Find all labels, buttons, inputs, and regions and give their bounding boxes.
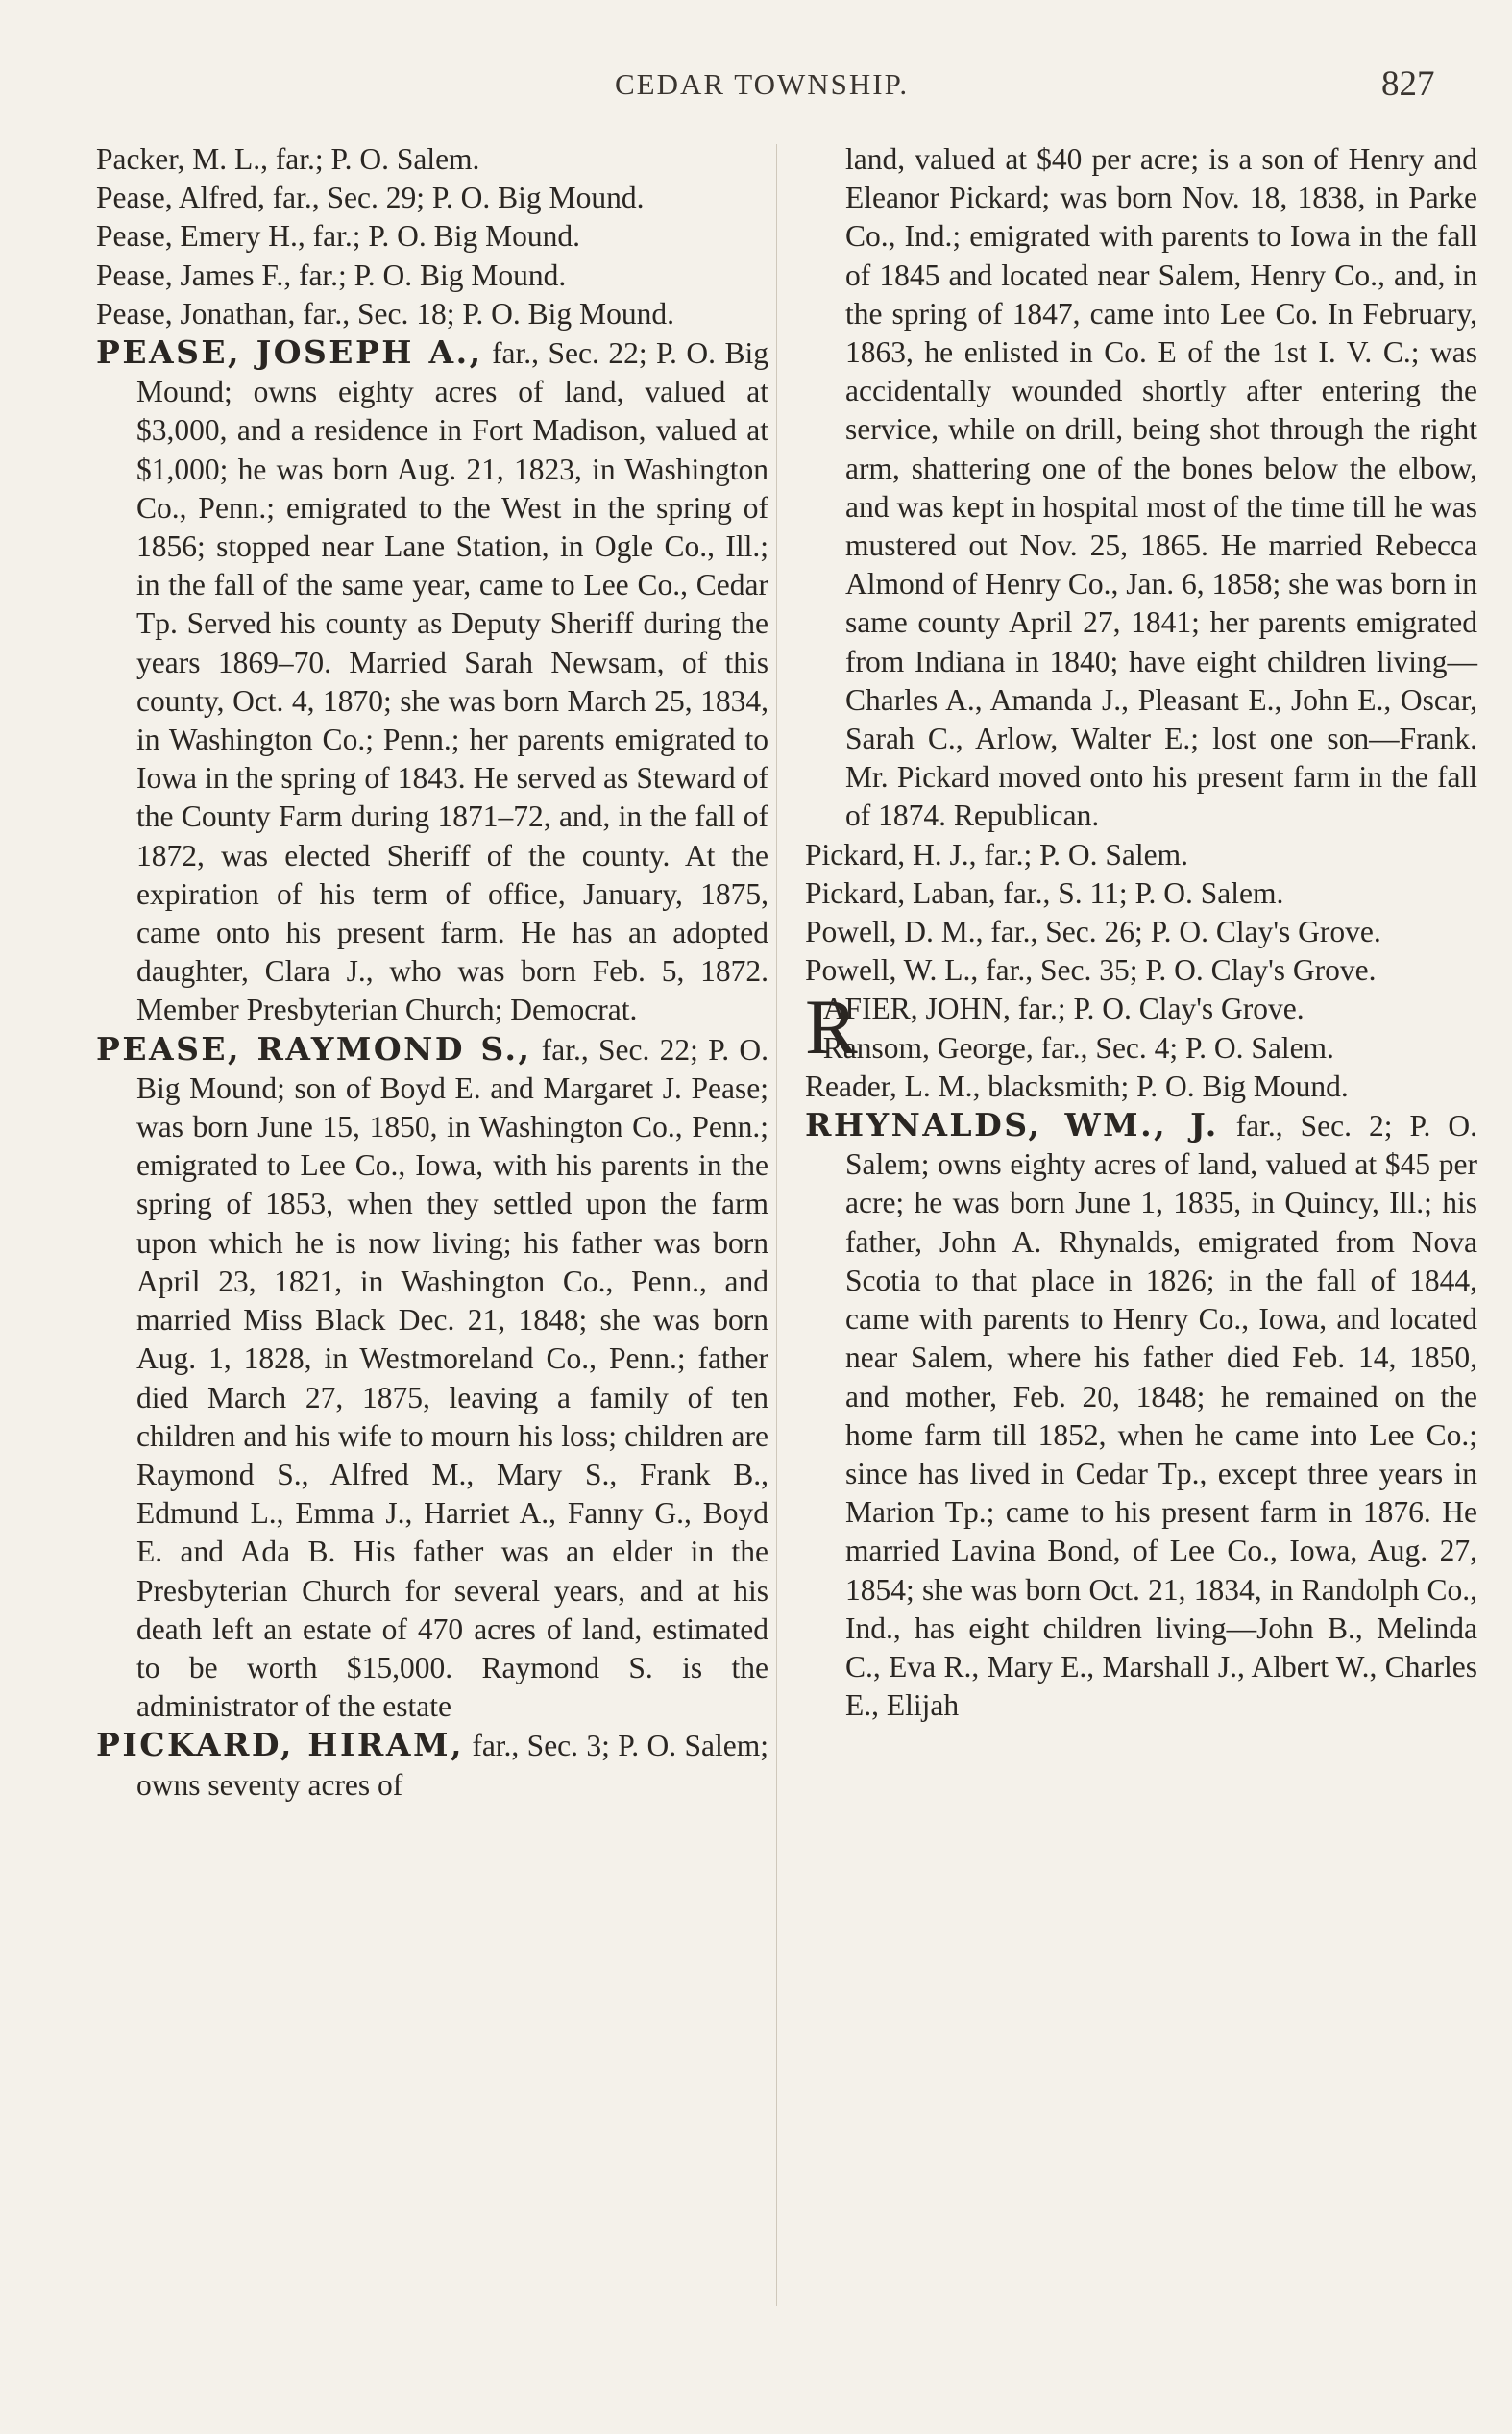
drop-cap: R xyxy=(805,983,858,1071)
biography-continuation: land, valued at $40 per acre; is a son of Henry and Eleanor Pickard; was born Nov. 18, 1838, in Parke Co., Ind.; emigrated with parents to Iowa in the fall of 1845 and located near Salem, Henry Co., and, in the spring of 1847, came into Lee Co. In February, 1863, he enlisted in Co. E of the 1st I. V. C.; was accidentally wounded shortly after entering the service, while on drill, being shot through the right arm, shattering one of the bones below the elbow, and was kept in hospital most of the time till he was mustered out Nov. 25, 1865. He married Rebecca Almond of Henry Co., Jan. 6, 1858; she was born in same county April 27, 1841; her parents emigrated from Indiana in 1840; have eight children living—Charles A., Amanda J., Pleasant E., John E., Oscar, Sarah C., Arlow, Walter E.; lost one son—Frank. Mr. Pickard moved onto his present farm in the fall of 1874. Republican. xyxy=(845,142,1477,833)
directory-entry: Powell, D. M., far., Sec. 26; P. O. Clay's Grove. xyxy=(805,915,1381,949)
directory-entry: Ransom, George, far., Sec. 4; P. O. Salem. xyxy=(822,1030,1334,1065)
biography-entry: PEASE, RAYMOND S., far., Sec. 22; P. O. Big Mound; son of Boyd E. and Margaret J. Pease; was born June 15, 1850, in Washington Co., Penn.; emigrated to Lee Co., Iowa, with his parents in the spring of 1853, when they settled upon the farm upon which he is now living; his father was born April 23, 1821, in Washington Co., Penn., and married Miss Black Dec. 21, 1848; she was born Aug. 1, 1828, in Westmoreland Co., Penn.; father died March 27, 1875, leaving a family of ten children and his wife to mourn his loss; children are Raymond S., Alfred M., Mary S., Frank B., Edmund L., Emma J., Harriet A., Fanny G., Boyd E. and Ada B. His father was an elder in the Presbyterian Church for several years, and at his death left an estate of 470 acres of land, estimated to be worth $15,000. Raymond S. is the administrator of the estate xyxy=(96,1029,769,1724)
right-column xyxy=(805,140,1477,1725)
directory-entry: Pickard, Laban, far., S. 11; P. O. Salem. xyxy=(805,875,1284,910)
directory-entry: Pease, James F., far.; P. O. Big Mound. xyxy=(96,258,567,292)
biography-name: RHYNALDS, WM., J. xyxy=(805,1106,1219,1144)
biography-name: PICKARD, HIRAM, xyxy=(96,1726,464,1764)
biography-name: PEASE, JOSEPH A., xyxy=(96,333,483,372)
directory-entry: Powell, W. L., far., Sec. 35; P. O. Clay's Grove. xyxy=(805,953,1377,988)
biography-entry: PEASE, JOSEPH A., far., Sec. 22; P. O. Big Mound; owns eighty acres of land, valued at $3,000, and a residence in Fort Madison, valued at $1,000; he was born Aug. 21, 1823, in Washington Co., Penn.; emigrated to the West in the spring of 1856; stopped near Lane Station, in Ogle Co., Ill.; in the fall of the same year, came to Lee Co., Cedar Tp. Served his county as Deputy Sheriff during the years 1869–70. Married Sarah Newsam, of this county, Oct. 4, 1870; she was born March 25, 1834, in Washington Co.; Penn.; her parents emigrated to Iowa in the spring of 1843. He served as Steward of the County Farm during 1871–72, and, in the fall of 1872, was elected Sheriff of the county. At the expiration of his term of office, January, 1875, came onto his present farm. He has an adopted daughter, Clara J., who was born Feb. 5, 1872. Member Presbyterian Church; Democrat. xyxy=(96,333,768,1027)
directory-entry: Pease, Emery H., far.; P. O. Big Mound. xyxy=(96,219,580,254)
directory-entry: Packer, M. L., far.; P. O. Salem. xyxy=(96,142,480,176)
biography-entry: PICKARD, HIRAM, far., Sec. 3; P. O. Salem; owns seventy acres of xyxy=(96,1726,768,1802)
directory-entry: Pease, Alfred, far., Sec. 29; P. O. Big Mound. xyxy=(96,181,645,215)
directory-entry: Reader, L. M., blacksmith; P. O. Big Mound. xyxy=(805,1069,1349,1103)
biography-entry: RHYNALDS, WM., J. far., Sec. 2; P. O. Salem; owns eighty acres of land, valued at $45 per acre; he was born June 1, 1835, in Quincy, Ill.; his father, John A. Rhynalds, emigrated from Nova Scotia to that place in 1826; in the fall of 1844, came with parents to Henry Co., Iowa, and located near Salem, where his father died Feb. 14, 1850, and mother, Feb. 20, 1848; he remained on the home farm till 1852, when he came into Lee Co.; since has lived in Cedar Tp., except three years in Marion Tp.; came to his present farm in 1876. He married Lavina Bond, of Lee Co., Iowa, Aug. 27, 1854; she was born Oct. 21, 1834, in Randolph Co., Ind., has eight children living—John B., Melinda C., Eva R., Mary E., Marshall J., Albert W., Charles E., Elijah xyxy=(805,1106,1477,1723)
directory-entry: Pease, Jonathan, far., Sec. 18; P. O. Big Mound. xyxy=(96,296,674,331)
biography-name: PEASE, RAYMOND S., xyxy=(96,1029,532,1068)
column-divider xyxy=(776,144,777,2306)
running-head xyxy=(0,63,1512,117)
section-start-entry: R AFIER, JOHN, far.; P. O. Clay's Grove. xyxy=(805,983,1305,1071)
left-column xyxy=(96,140,768,1805)
running-title: CEDAR TOWNSHIP. xyxy=(615,67,910,101)
page-number: 827 xyxy=(1381,64,1435,104)
directory-entry: Pickard, H. J., far.; P. O. Salem. xyxy=(805,837,1188,872)
